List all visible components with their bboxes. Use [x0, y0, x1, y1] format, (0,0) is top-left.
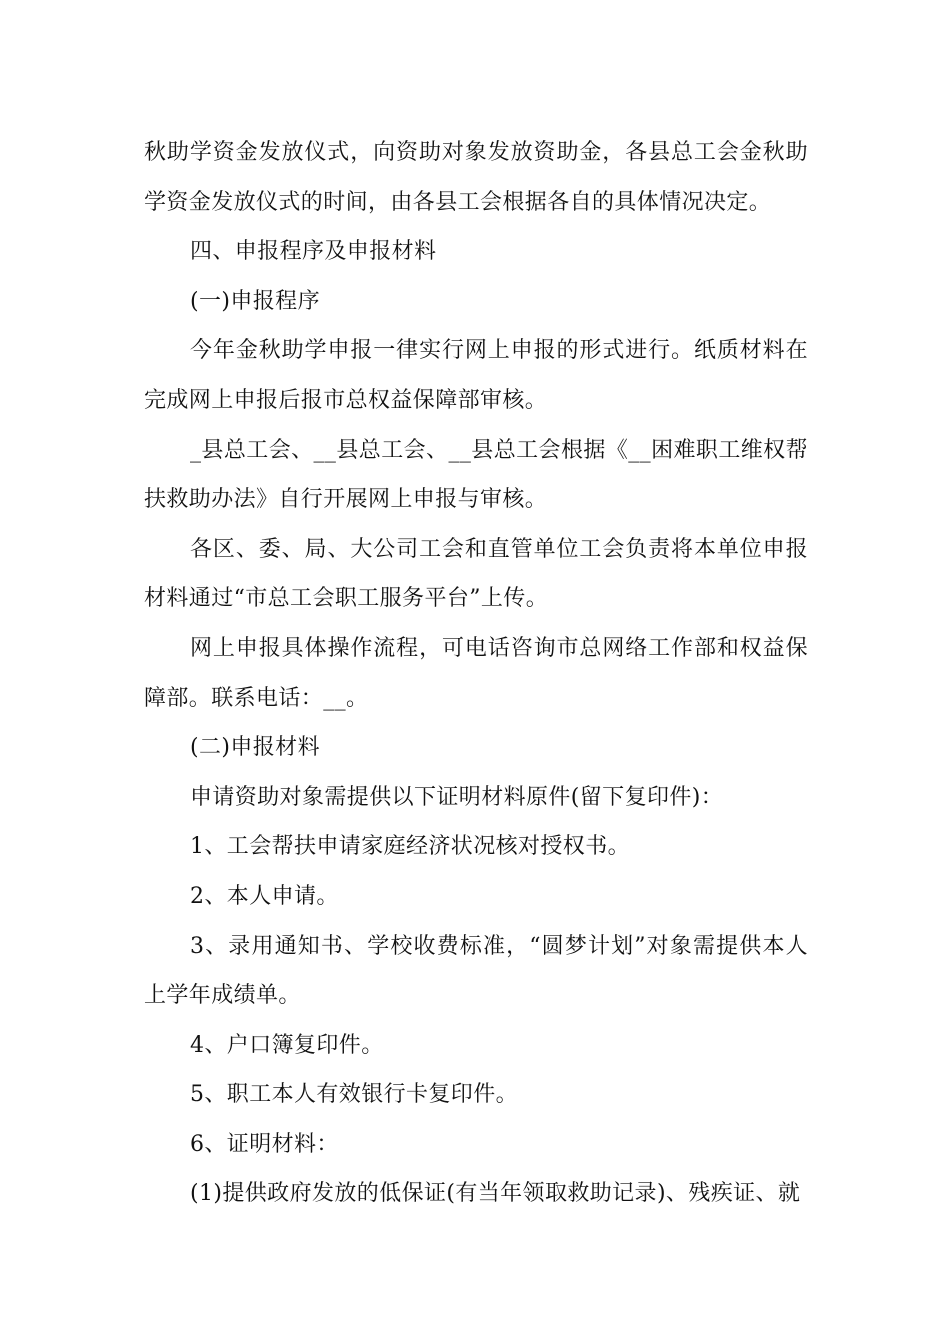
paragraph: 申请资助对象需提供以下证明材料原件(留下复印件)：	[190, 784, 724, 810]
paragraph: 各区、委、局、大公司工会和直管单位工会负责将本单位申报材料通过“市总工会职工服务平台”上传。	[144, 536, 808, 612]
paragraph: 今年金秋助学申报一律实行网上申报的形式进行。纸质材料在完成网上申报后报市总权益保障部审核。	[144, 338, 808, 413]
paragraph: _县总工会、__县总工会、__县总工会根据《__困难职工维权帮扶救助办法》自行开展网上申报与审核。	[144, 437, 808, 513]
list-item: 3、录用通知书、学校收费标准，“圆梦计划”对象需提供本人上学年成绩单。	[144, 933, 808, 1009]
subsection-heading-2: (二)申报材料	[190, 735, 320, 761]
paragraph: 网上申报具体操作流程，可电话咨询市总网络工作部和权益保障部。联系电话：__。	[144, 635, 808, 711]
paragraph-continuation: 秋助学资金发放仪式，向资助对象发放资助金，各县总工会金秋助学资金发放仪式的时间，由各县工会根据各自的具体情况决定。	[144, 140, 808, 215]
list-sub-item: (1)提供政府发放的低保证(有当年领取救助记录)、残疾证、就	[190, 1181, 801, 1207]
document-body	[144, 128, 808, 1219]
list-item: 6、证明材料：	[190, 1131, 339, 1157]
subsection-heading-1: (一)申报程序	[190, 288, 320, 314]
list-item: 5、职工本人有效银行卡复印件。	[190, 1082, 518, 1108]
list-item: 1、工会帮扶申请家庭经济状况核对授权书。	[190, 834, 630, 860]
list-item: 4、户口簿复印件。	[190, 1032, 384, 1058]
list-item: 2、本人申请。	[190, 883, 339, 909]
section-heading-4: 四、申报程序及申报材料	[190, 239, 437, 265]
